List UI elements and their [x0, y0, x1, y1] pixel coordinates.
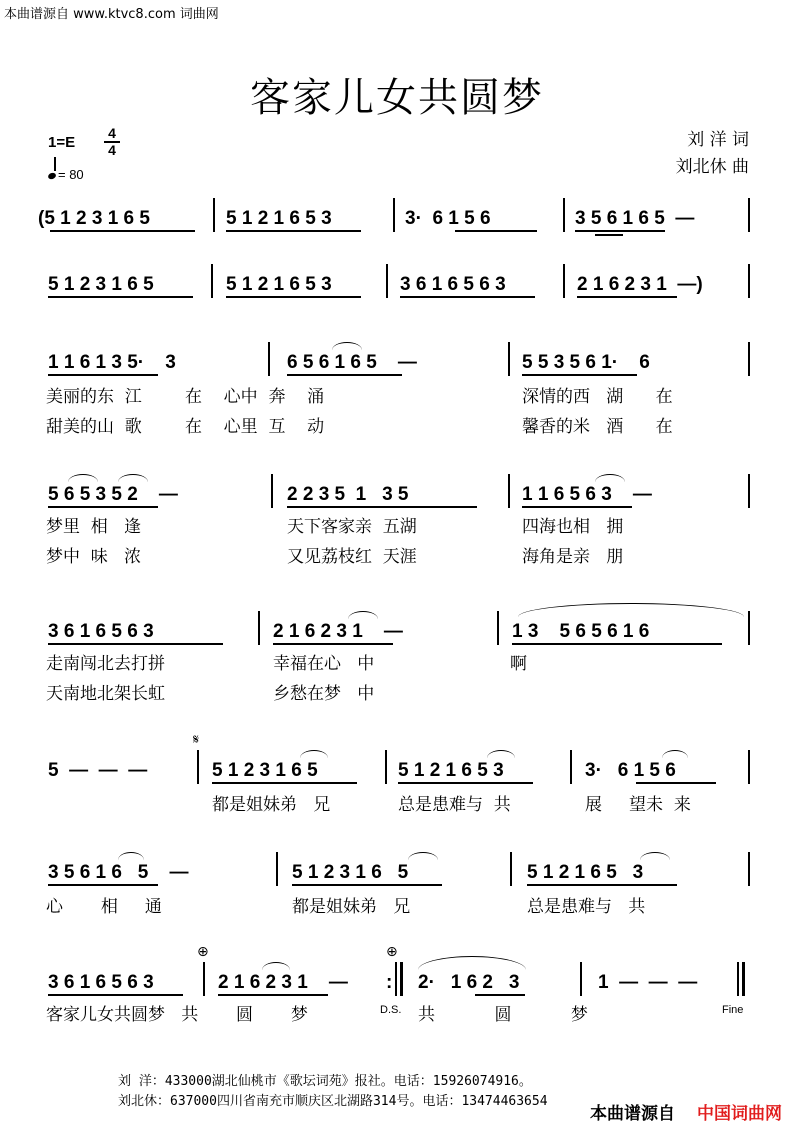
row-7-notes: 3 5 6 1 6 5 — 5 1 2 3 1 6 5 5 1 2 1 6 5 3 [0, 858, 794, 888]
key-signature: 1=E [48, 134, 76, 151]
lyricist: 刘 洋 词 [687, 130, 749, 150]
contact-footer [118, 1072, 548, 1112]
row-3-lyrics-2: 甜美的山 歌 在 心里 互 动 馨香的米 酒 在 [46, 417, 673, 437]
row-3-lyrics-1: 美丽的东 江 在 心中 奔 涌 深情的西 湖 在 [46, 387, 673, 407]
watermark-top: 本曲谱源自 www.ktvc8.com 词曲网 [4, 7, 219, 22]
row-1-notes: (5 1 2 3 1 6 5 5 1 2 1 6 5 3 3· 6 1 5 6 3 5 6 1 6 5 — [0, 204, 794, 234]
row-5-lyrics-2: 天南地北架长虹 乡愁在梦 中 [46, 684, 375, 704]
row-8-lyrics-1: 客家儿女共圆梦 共 圆 梦 D.S. 共 圆 梦 Fine [46, 1004, 744, 1025]
footer-line-2: 刘北休：637000四川省南充市顺庆区北湖路314号。电话：13474463654 [118, 1094, 548, 1109]
footer-line-1: 刘 洋：433000湖北仙桃市《歌坛词苑》报社。电话：15926074916。 [118, 1074, 532, 1089]
tempo-mark [48, 167, 84, 182]
row-3-notes: 1 1 6 1 3 5· 3 6 5 6 1 6 5 — 5 5 3 5 6 1· 6 [0, 348, 794, 378]
watermark-bottom-left: 本曲谱源自 [588, 1099, 677, 1122]
composer: 刘北休 曲 [675, 157, 749, 177]
segno-icon: 𝄋 [193, 732, 200, 748]
row-7-lyrics-1: 心 相 通 都是姐妹弟 兄 总是患难与 共 [46, 897, 646, 917]
coda-icon-1: ⊕ [197, 944, 209, 960]
ds-label: D.S. [380, 1004, 402, 1016]
row-5-notes: 3 6 1 6 5 6 3 2 1 6 2 3 1 — 1 3 5 6 5 6 1 6 [0, 617, 794, 647]
time-signature [104, 126, 120, 158]
row-4-notes: 5 6 5 3 5 2 — 2 2 3 5 1 3 5 1 1 6 5 6 3 — [0, 480, 794, 510]
fine-label: Fine [722, 1004, 744, 1016]
row-8-notes: 3 6 1 6 5 6 3 2 1 6 2 3 1 — : 2· 1 6 2 3 1 — — — [0, 968, 794, 998]
row-4-lyrics-1: 梦里 相 逢 天下客家亲 五湖 四海也相 拥 [46, 517, 624, 537]
watermark-bottom-right: 中国词曲网 [697, 1104, 782, 1122]
row-5-lyrics-1: 走南闯北去打拼 幸福在心 中 啊 [46, 654, 527, 674]
time-signature-bottom: 4 [104, 141, 120, 158]
row-4-lyrics-2: 梦中 味 浓 又见荔枝红 天涯 海角是亲 朋 [46, 547, 624, 567]
quarter-note-icon [48, 167, 58, 182]
row-2-notes: 5 1 2 3 1 6 5 5 1 2 1 6 5 3 3 6 1 6 5 6 3 2 1 6 2 3 1 —) [0, 270, 794, 300]
credits [676, 127, 749, 181]
row-6-notes: 5 — — — 5 1 2 3 1 6 5 5 1 2 1 6 5 3 3· 6 1 5 6 [0, 756, 794, 786]
coda-icon-2: ⊕ [386, 944, 398, 960]
tempo-value: = 80 [58, 167, 84, 182]
time-signature-top: 4 [108, 125, 116, 141]
row-6-lyrics-1: 都是姐妹弟 兄 总是患难与 共 展 望未 来 [212, 795, 691, 815]
page-title: 客家儿女共圆梦 [250, 75, 544, 121]
